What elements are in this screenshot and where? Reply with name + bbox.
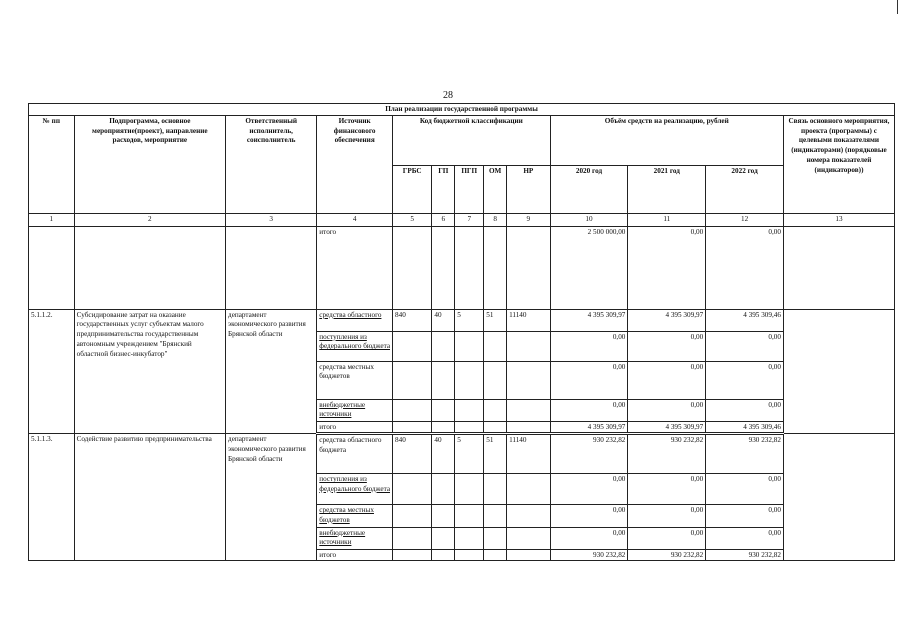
total-label: итого — [317, 550, 393, 561]
value-2022: 4 395 309,46 — [706, 309, 784, 331]
header-gp: ГП — [432, 166, 455, 214]
om-cell: 51 — [484, 309, 507, 331]
grbs-cell: 840 — [393, 434, 432, 474]
header-responsible: Ответственный исполнитель, соисполнитель — [226, 116, 317, 214]
header-grbs: ГРБС — [393, 166, 432, 214]
value-2022: 0,00 — [706, 331, 784, 361]
link-cell — [783, 309, 894, 433]
nr-cell: 11140 — [507, 434, 551, 474]
total-2022: 4 395 309,46 — [706, 422, 784, 434]
value-2022: 0,00 — [706, 399, 784, 421]
source-cell: внебюджетные источники — [317, 399, 393, 421]
plan-table — [28, 103, 895, 561]
value-2021: 0,00 — [628, 474, 706, 505]
link-cell — [783, 434, 894, 561]
page-number: 28 — [443, 90, 453, 101]
header-source: Источник финансового обеспечения — [317, 116, 393, 214]
header-num: № пп — [29, 116, 75, 214]
pgp-cell: 5 — [455, 309, 484, 331]
header-link: Связь основного мероприятия, проекта (программы) с целевыми показателями (индикаторами) (порядковые номера показателей (индикаторов)) — [783, 116, 894, 214]
header-om: ОМ — [484, 166, 507, 214]
value-2020: 4 395 309,97 — [550, 309, 628, 331]
column-numbers-row — [29, 214, 895, 227]
column-number: 12 — [706, 214, 784, 227]
column-number: 3 — [226, 214, 317, 227]
value-2020: 0,00 — [550, 474, 628, 505]
column-number: 6 — [432, 214, 455, 227]
source-cell: средства местных бюджетов — [317, 505, 393, 527]
header-2022: 2022 год — [706, 166, 784, 214]
header-subprogram: Подпрограмма, основное мероприятие(проект), направление расходов, мероприятие — [74, 116, 225, 214]
total-2021: 0,00 — [628, 226, 706, 309]
sec2-num: 5.1.1.3. — [29, 434, 75, 561]
column-number: 9 — [507, 214, 551, 227]
column-number: 4 — [317, 214, 393, 227]
header-2021: 2021 год — [628, 166, 706, 214]
column-number: 13 — [783, 214, 894, 227]
column-number: 5 — [393, 214, 432, 227]
value-2020: 930 232,82 — [550, 434, 628, 474]
column-number: 7 — [455, 214, 484, 227]
value-2022: 0,00 — [706, 505, 784, 527]
table-row — [29, 434, 895, 474]
value-2022: 0,00 — [706, 474, 784, 505]
value-2021: 0,00 — [628, 505, 706, 527]
value-2020: 0,00 — [550, 399, 628, 421]
table-row — [29, 309, 895, 331]
table-title: План реализации государственной программы — [29, 104, 895, 116]
value-2022: 0,00 — [706, 527, 784, 549]
header-2020: 2020 год — [550, 166, 628, 214]
edge-mark — [897, 0, 898, 14]
value-2020: 0,00 — [550, 331, 628, 361]
source-cell: средства областного — [317, 309, 393, 331]
value-2020: 0,00 — [550, 361, 628, 399]
column-number: 2 — [74, 214, 225, 227]
column-number: 1 — [29, 214, 75, 227]
total-label: итого — [317, 226, 393, 309]
value-2021: 0,00 — [628, 361, 706, 399]
value-2022: 930 232,82 — [706, 434, 784, 474]
total-2022: 930 232,82 — [706, 550, 784, 561]
total-2020: 4 395 309,97 — [550, 422, 628, 434]
value-2021: 4 395 309,97 — [628, 309, 706, 331]
gp-cell: 40 — [432, 434, 455, 474]
total-2020: 930 232,82 — [550, 550, 628, 561]
source-cell: поступления из федерального бюджета — [317, 331, 393, 361]
total-2021: 4 395 309,97 — [628, 422, 706, 434]
value-2021: 0,00 — [628, 331, 706, 361]
total-2021: 930 232,82 — [628, 550, 706, 561]
total-2022: 0,00 — [706, 226, 784, 309]
column-number: 11 — [628, 214, 706, 227]
sec2-responsible: департамент экономического развития Брянской области — [226, 434, 317, 561]
value-2021: 930 232,82 — [628, 434, 706, 474]
column-number: 8 — [484, 214, 507, 227]
grbs-cell: 840 — [393, 309, 432, 331]
source-cell: средства местных бюджетов — [317, 361, 393, 399]
om-cell: 51 — [484, 434, 507, 474]
gp-cell: 40 — [432, 309, 455, 331]
header-pgp: ПГП — [455, 166, 484, 214]
source-cell: внебюджетные источники — [317, 527, 393, 549]
top-total-row — [29, 226, 895, 309]
sec1-num: 5.1.1.2. — [29, 309, 75, 433]
source-cell: поступления из федерального бюджета — [317, 474, 393, 505]
value-2021: 0,00 — [628, 527, 706, 549]
column-number: 10 — [550, 214, 628, 227]
pgp-cell: 5 — [455, 434, 484, 474]
header-volume: Объём средств на реализацию, рублей — [550, 116, 783, 166]
value-2021: 0,00 — [628, 399, 706, 421]
total-label: итого — [317, 422, 393, 434]
value-2022: 0,00 — [706, 361, 784, 399]
header-nr: НР — [507, 166, 551, 214]
sec1-responsible: департамент экономического развития Брянской области — [226, 309, 317, 433]
value-2020: 0,00 — [550, 505, 628, 527]
nr-cell: 11140 — [507, 309, 551, 331]
source-cell: средства областного бюджета — [317, 434, 393, 474]
sec1-name: Субсидирование затрат на оказание государственных услуг субъектам малого предпринимательства государственным автономным учреждением "Брянский областной бизнес-инкубатор" — [74, 309, 225, 433]
sec2-name: Содействие развитию предпринимательства — [74, 434, 225, 561]
header-budget-code: Код бюджетной классификации — [393, 116, 551, 166]
total-2020: 2 500 000,00 — [550, 226, 628, 309]
value-2020: 0,00 — [550, 527, 628, 549]
